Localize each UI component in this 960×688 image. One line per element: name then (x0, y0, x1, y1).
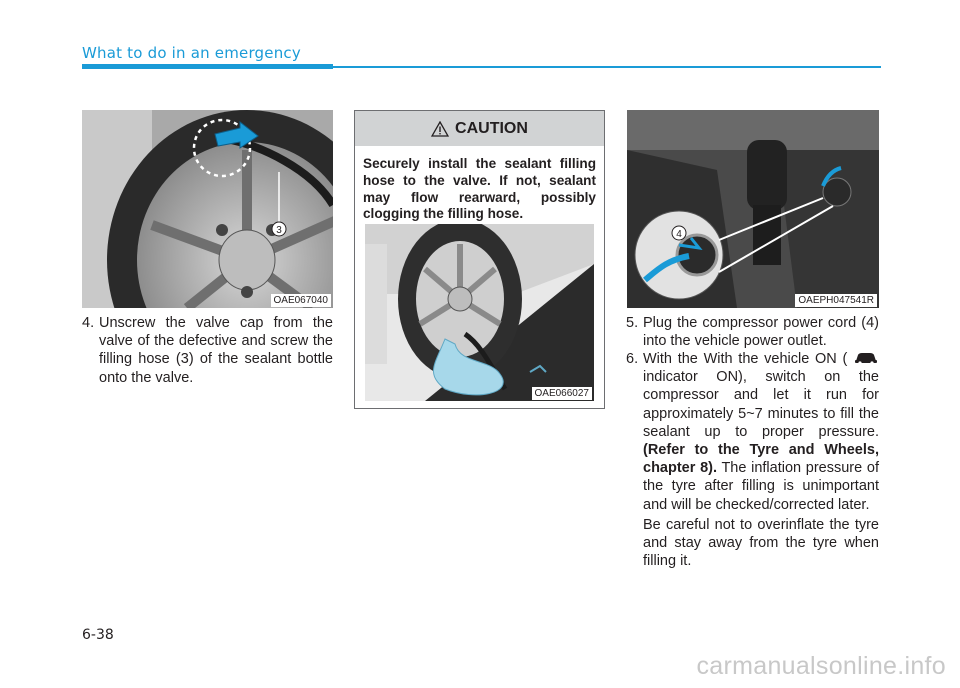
step-5 (626, 314, 879, 350)
figure-code: OAE067040 (271, 294, 332, 307)
step-4 (82, 314, 333, 387)
caution-header (355, 111, 604, 146)
page-number: 6-38 (82, 627, 114, 643)
step-6-text-b: indicator ON), switch on the compressor and let it run for approximately 5~7 minutes to fill the sealant up to proper pressure. (643, 369, 879, 440)
step-number: 5. (626, 315, 639, 331)
step-number: 4. (82, 315, 95, 331)
callout-3: 3 (276, 225, 282, 236)
warning-triangle-icon (431, 121, 449, 137)
header-rule-thin (333, 66, 881, 68)
step-6 (626, 350, 879, 514)
figure-tyre-valve (82, 110, 333, 308)
caution-text: Securely install the sealant filling hose to the valve. If not, sealant may flow rearward, possibly clogging the filling hose. (363, 156, 596, 222)
section-title: What to do in an emergency (82, 44, 301, 62)
figure-power-outlet (627, 110, 879, 308)
step-6-reference: (Refer to the Tyre and Wheels, chapter 8). (643, 442, 879, 477)
step-6-text-c: The inflation pressure of the tyre after filling is unimportant and will be checked/corrected later. (643, 460, 879, 513)
step-5-text: Plug the compressor power cord (4) into the vehicle power outlet. (643, 315, 879, 350)
figure-sealant-leak (365, 224, 594, 401)
callout-4: 4 (676, 229, 682, 240)
watermark: carmanualsonline.info (696, 652, 946, 680)
overinflate-note: Be careful not to overinflate the tyre and stay away from the tyre when filling it. (643, 517, 879, 570)
step-number: 6. (626, 351, 639, 367)
caution-heading: CAUTION (455, 119, 528, 137)
figure-code: OAE066027 (532, 387, 593, 400)
step-4-text: Unscrew the valve cap from the valve of the defective and screw the filling hose (3) of the sealant bottle onto the valve. (99, 315, 333, 386)
figure-code: OAEPH047541R (795, 294, 877, 307)
car-ready-indicator-icon (853, 351, 879, 365)
caution-box (354, 110, 605, 409)
step-6-text-a: With the With the vehicle ON ( (643, 351, 848, 367)
header-rule-thick (82, 64, 333, 69)
